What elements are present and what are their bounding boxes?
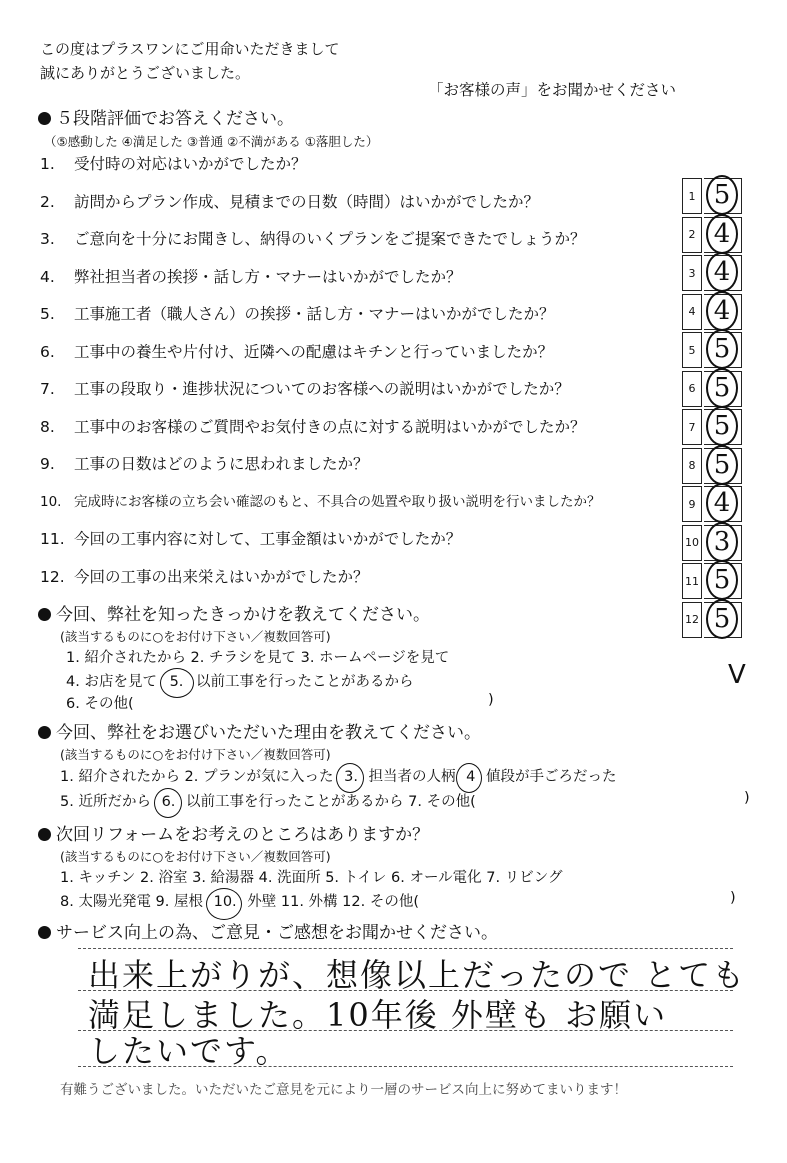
answer-number: 6 [682,371,702,407]
answer-box [682,255,742,291]
question-number: 1. [40,155,55,173]
answer-number: 10 [682,525,702,561]
answer-score: 4 [706,214,738,254]
question-number: 11. [40,530,65,548]
answer-score: 5 [706,329,738,369]
question-number: 8. [40,417,55,436]
answer-box [682,602,742,638]
how-known-line-3-close: ) [488,692,494,708]
answer-box [682,332,742,368]
how-known-line-3: 6. その他( [66,696,134,712]
answer-number: 4 [682,294,702,330]
answer-box [682,409,742,445]
answer-box [682,294,742,330]
bullet-icon [38,608,51,621]
answer-score: 5 [706,445,738,485]
comments-heading: サービス向上の為、ご意見・ご感想をお聞かせください。 [38,918,498,943]
answer-score: 5 [706,406,738,446]
question-row [40,377,570,399]
question-number: 10. [40,493,62,510]
question-text: 工事の日数はどのように思われましたか？ [74,455,369,473]
question-row [40,227,586,249]
answer-number: 7 [682,409,702,445]
answer-number: 2 [682,217,702,253]
answer-number: 8 [682,448,702,484]
how-known-line-2: 4. お店を見て 5. 以前工事を行ったことがあるから [66,670,414,691]
question-text: ご意向を十分にお聞きし、納得のいくプランをご提案できたでしょうか？ [74,230,586,248]
question-row [40,152,307,174]
handwritten-comment-3: したいです。 [88,1032,290,1070]
voice-title: 「お客様の声」をお聞かせください [428,81,677,99]
answer-box [682,525,742,561]
check-mark: V [728,660,746,690]
answer-score: 4 [706,291,738,331]
next-reform-line-2-close: ) [730,890,736,906]
answer-number: 1 [682,178,702,214]
selection-circle [336,763,364,793]
question-number: 7. [40,380,55,398]
bullet-icon [38,112,51,125]
answer-box [682,448,742,484]
intro-line-2: 誠にありがとうございました。 [40,64,251,82]
how-known-line-1: 1. 紹介されたから 2. チラシを見て 3. ホームページを見て [66,650,450,666]
question-text: 今回の工事の出来栄えはいかがでしたか？ [74,567,369,586]
next-reform-heading: 次回リフォームをお考えのところはありますか？ [38,820,429,845]
rating-heading: ５段階評価でお答えください。 [38,104,294,129]
question-text: 受付時の対応はいかがでしたか？ [74,155,307,173]
why-chosen-line-1: 1. 紹介されたから 2. プランが気に入った 3. 担当者の人柄 4 値段が手ごろだった [60,765,617,786]
footer-message: 有難うございました。いただいたご意見を元により一層のサービス向上に努めてまいります！ [60,1082,627,1098]
question-row [40,302,555,324]
question-number: 3. [40,230,55,248]
why-chosen-selected-6: 6. [161,794,176,810]
why-chosen-selected-4: 4 [466,769,476,785]
handwritten-comment-1: 出来上がりが、想像以上だったので とても [88,956,747,994]
question-row [40,452,369,474]
question-text: 訪問からプラン作成、見積までの日数（時間）はいかがでしたか？ [74,192,540,211]
question-row [40,265,462,287]
question-number: 9. [40,455,55,473]
bullet-icon [38,726,51,739]
question-row [40,340,553,362]
answer-number: 9 [682,486,702,522]
answer-number: 12 [682,602,702,638]
answer-score: 5 [706,599,738,639]
question-row [40,190,539,212]
intro-line-1: この度はプラスワンにご用命いただきまして [40,40,340,58]
answer-number: 11 [682,563,702,599]
why-chosen-selected-3: 3. [344,769,358,785]
question-number: 12. [40,567,65,586]
answer-box [682,178,742,214]
question-text: 工事中の養生や片付け、近隣への配慮はキチンと行っていましたか？ [74,342,554,361]
answer-score: 5 [706,175,738,215]
question-text: 完成時にお客様の立ち会い確認のもと、不具合の処置や取り扱い説明を行いましたか？ [74,493,601,510]
answer-number: 5 [682,332,702,368]
how-known-selected-5: 5. [169,674,184,690]
bullet-icon [38,926,51,939]
why-chosen-line-2: 5. 近所だから 6. 以前工事を行ったことがあるから 7. その他( [60,790,476,811]
bullet-icon [38,828,51,841]
why-chosen-heading: 今回、弊社をお選びいただいた理由を教えてください。 [38,718,481,743]
question-number: 6. [40,342,55,361]
next-reform-line-2: 8. 太陽光発電 9. 屋根 10. 外壁 11. 外構 12. その他( [60,890,419,911]
selection-circle [206,888,242,920]
rating-scale: （⑤感動した ④満足した ③普通 ②不満がある ①落胆した） [44,134,379,149]
why-chosen-note: (該当するものに○をお付け下さい／複数回答可) [60,747,331,762]
comment-line-1 [78,948,733,949]
question-number: 5. [40,305,55,323]
answer-number: 3 [682,255,702,291]
selection-circle [456,763,482,793]
how-known-heading: 今回、弊社を知ったきっかけを教えてください。 [38,600,430,625]
question-text: 工事施工者（職人さん）の挨拶・話し方・マナーはいかがでしたか？ [74,305,555,323]
question-row [40,527,461,549]
question-text: 工事中のお客様のご質問やお気付きの点に対する説明はいかがでしたか？ [74,417,586,436]
question-row [40,490,601,510]
question-text: 工事の段取り・進捗状況についてのお客様への説明はいかがでしたか？ [74,380,570,398]
next-reform-note: (該当するものに○をお付け下さい／複数回答可) [60,849,331,864]
answer-score: 3 [706,522,738,562]
question-row [40,565,369,587]
answer-score: 5 [706,560,738,600]
answer-score: 4 [706,252,738,292]
question-row [40,415,586,437]
answer-score: 5 [706,368,738,408]
answer-box [682,371,742,407]
answer-box [682,217,742,253]
handwritten-comment-2: 満足しました。10年後 外壁も お願い [88,996,668,1034]
next-reform-line-1: 1. キッチン 2. 浴室 3. 給湯器 4. 洗面所 5. トイレ 6. オール電化 7. リビング [60,870,563,886]
question-number: 2. [40,192,55,211]
selection-circle [154,788,182,818]
answer-box [682,563,742,599]
answer-box [682,486,742,522]
selection-circle [160,668,194,698]
next-reform-selected-10: 10. [213,894,237,910]
answer-score: 4 [706,483,738,523]
how-known-note: (該当するものに○をお付け下さい／複数回答可) [60,629,331,644]
why-chosen-line-2-close: ) [744,790,750,806]
question-text: 弊社担当者の挨拶・話し方・マナーはいかがでしたか？ [74,267,462,286]
question-number: 4. [40,267,55,286]
question-text: 今回の工事内容に対して、工事金額はいかがでしたか？ [74,530,462,548]
